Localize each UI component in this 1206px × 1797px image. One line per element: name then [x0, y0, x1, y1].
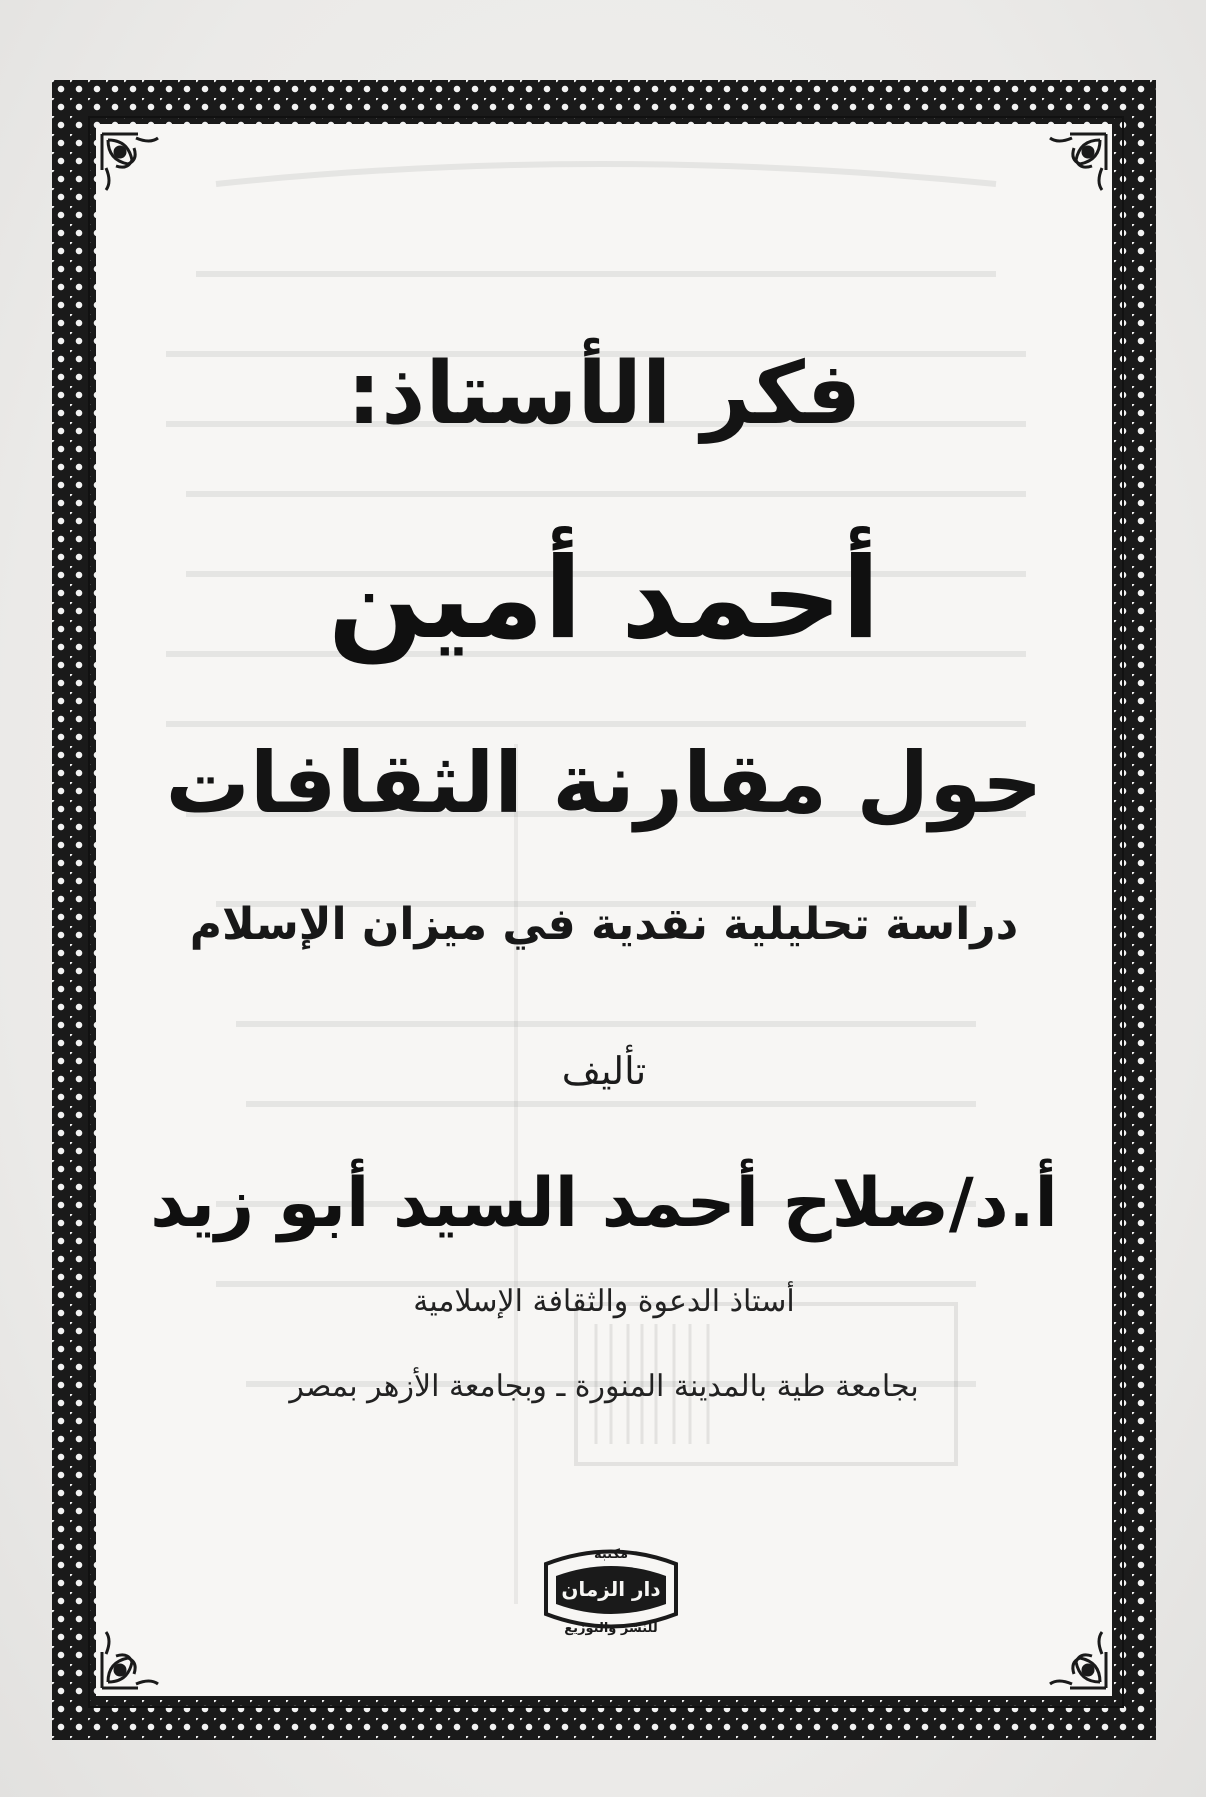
author-position: أستاذ الدعوة والثقافة الإسلامية [413, 1284, 795, 1319]
publisher-line3: للنشر والتوزيع [564, 1621, 658, 1636]
border-inner-rule [88, 116, 1124, 1708]
publisher-line2: دار الزمان [561, 1577, 661, 1601]
authored-by-label: تأليف [561, 1049, 647, 1093]
subject-name: أحمد أمين [327, 534, 881, 664]
author-name: أ.د/صلاح أحمد السيد أبو زيد [150, 1164, 1058, 1243]
subtitle: دراسة تحليلية نقدية في ميزان الإسلام [189, 899, 1019, 950]
heading: فكر الأستاذ: [346, 344, 862, 444]
author-affiliation: بجامعة طية بالمدينة المنورة ـ وبجامعة الأزهر بمصر [289, 1369, 919, 1404]
publisher-line1: مكتبة [593, 1547, 629, 1562]
topic: حول مقارنة الثقافات [165, 734, 1043, 832]
